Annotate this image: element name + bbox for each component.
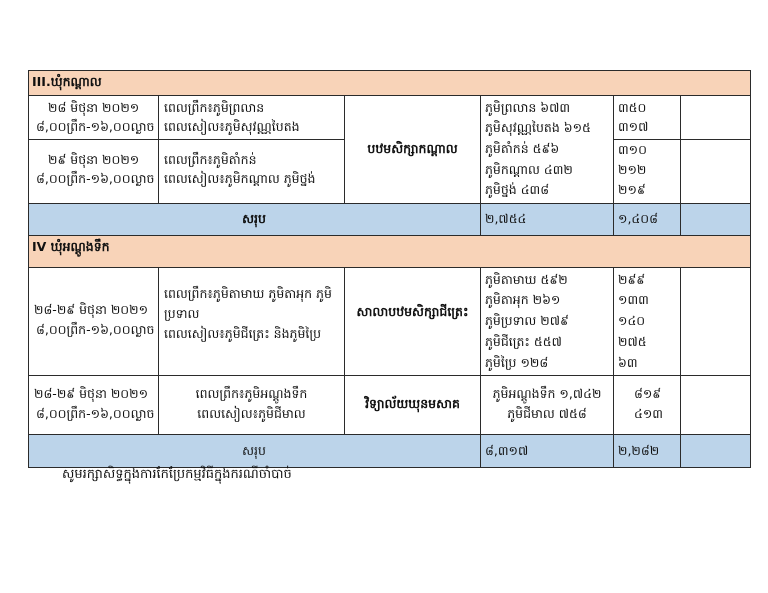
rule bbox=[480, 95, 481, 235]
section4-total-count: ២,២៨២ bbox=[618, 443, 660, 458]
section3-row2-count: ២១៩ bbox=[618, 182, 646, 197]
section3-row2-count: ៣១០ bbox=[618, 142, 647, 157]
rule bbox=[28, 70, 751, 71]
section4-row1-population-item: ភូមិជីត្រេះ ៥៥៧ bbox=[485, 334, 562, 349]
rule bbox=[28, 95, 751, 96]
section3-total-label: សរុប bbox=[242, 211, 266, 226]
section3-population-item: ភូមិតាំកន់ ៥៩៦ bbox=[485, 141, 560, 156]
section3-population-item: ភូមិកណ្តាល ៤៣២ bbox=[485, 162, 573, 177]
section4-total-label: សរុប bbox=[242, 443, 266, 458]
rule bbox=[28, 267, 751, 268]
section4-row1-count: ៦៣ bbox=[618, 355, 638, 370]
section3-population-item: ភូមិសុវណ្ណបៃតង ៦១៥ bbox=[485, 120, 591, 135]
section4-row1-time: ៨,០០ព្រឹក-១៦,០០ល្ងាច bbox=[36, 322, 155, 337]
rule bbox=[680, 95, 681, 235]
section3-title: III.ឃុំកណ្តាល bbox=[32, 74, 102, 89]
section4-title: IV ឃុំអណ្តូងទឹក bbox=[32, 239, 110, 254]
rule bbox=[28, 375, 751, 376]
rule bbox=[28, 235, 751, 236]
section4-row2-villages-morning: ពេលព្រឹក៖ភូមិអណ្តូងទឹក bbox=[195, 386, 308, 401]
section4-row2-date: ២៨-២៩ មិថុនា ២០២១ bbox=[34, 386, 149, 401]
section3-row1-time: ៨,០០ព្រឹក-១៦,០០ល្ងាច bbox=[36, 119, 155, 134]
section3-row1-date: ២៨ មិថុនា ២០២១ bbox=[48, 100, 140, 115]
section4-row2-villages-afternoon: ពេលសៀល៖ភូមិជីមាល bbox=[197, 406, 306, 421]
section4-row2-population-item: ភូមិជីមាល ៧៥៨ bbox=[507, 406, 587, 421]
rule bbox=[750, 70, 751, 468]
section4-row1-population-item: ភូមិប្រៃ ១២៨ bbox=[485, 355, 549, 370]
section4-row1-population-item: ភូមិតាមាឃ ៥៩២ bbox=[485, 272, 568, 287]
rule bbox=[28, 70, 29, 468]
section4-total-population: ៨,៣១៧ bbox=[485, 443, 529, 458]
section3-population-item: ភូមិព្រលាន ៦៧៣ bbox=[485, 100, 571, 115]
rule bbox=[28, 434, 751, 435]
section3-row2-date: ២៩ មិថុនា ២០២១ bbox=[48, 152, 140, 167]
section4-row1-population-item: ភូមិប្រទាល ២៧៩ bbox=[485, 313, 569, 328]
section4-row1-count: ២៩៩ bbox=[618, 272, 646, 287]
section3-row1-count: ៣៥០ bbox=[618, 100, 647, 115]
vaccination-schedule-table bbox=[28, 70, 751, 468]
rule bbox=[613, 95, 614, 235]
rule bbox=[28, 139, 344, 140]
section3-row1-villages-afternoon: ពេលសៀល៖ភូមិសុវណ្ណបៃតង bbox=[164, 119, 300, 134]
section4-row2-location: វិទ្យាល័យឃុនមសាគ bbox=[365, 396, 460, 411]
section3-location: បឋមសិក្សាកណ្តាល bbox=[367, 141, 458, 156]
section4-row1-villages-afternoon: ពេលសៀល៖ភូមិជីត្រេះ និងភូមិប្រៃ bbox=[164, 326, 322, 341]
section3-row2-villages-morning: ពេលព្រឹក៖ភូមិតាំកន់ bbox=[164, 152, 257, 167]
section4-header-band bbox=[28, 235, 751, 267]
rule bbox=[680, 267, 681, 468]
section4-row1-location: សាលាបឋមសិក្សាជីត្រេះ bbox=[356, 304, 469, 319]
footer-note: សូមរក្សាសិទ្ធក្នុងការកែប្រែកម្មវិធីក្នុងករណីចាំបាច់ bbox=[62, 467, 292, 482]
section3-row2-count: ២១២ bbox=[618, 162, 647, 177]
section3-population-item: ភូមិថ្នង់ ៤៣៨ bbox=[485, 182, 550, 197]
section4-row1-population-item: ភូមិតាអុក ២៦១ bbox=[485, 292, 561, 307]
section3-row2-time: ៨,០០ព្រឹក-១៦,០០ល្ងាច bbox=[36, 171, 155, 186]
section3-header-band bbox=[28, 70, 751, 95]
section4-row2-time: ៨,០០ព្រឹក-១៦,០០ល្ងាច bbox=[36, 406, 155, 421]
rule bbox=[158, 95, 159, 203]
section3-total-count: ១,៤០៨ bbox=[618, 211, 658, 226]
rule bbox=[613, 267, 614, 468]
section3-row1-villages-morning: ពេលព្រឹក៖ភូមិព្រលាន bbox=[164, 100, 265, 115]
section4-row1-villages-morning: ពេលព្រឹក៖ភូមិតាមាឃ ភូមិតាអុក ភូមិ bbox=[164, 286, 332, 301]
section3-row1-count: ៣១៧ bbox=[618, 119, 649, 134]
section4-row1-count: ១៤០ bbox=[618, 313, 646, 328]
section4-row1-count: ២៧៥ bbox=[618, 334, 647, 349]
section3-total-population: ២,៧៥៤ bbox=[485, 211, 527, 226]
rule bbox=[480, 267, 481, 468]
section4-row2-population-item: ភូមិអណ្តូងទឹក ១,៧៤២ bbox=[492, 386, 602, 401]
section4-row2-count: ៤១៣ bbox=[634, 406, 663, 421]
section4-row1-count: ១៣៣ bbox=[618, 292, 649, 307]
section3-row2-villages-afternoon: ពេលសៀល៖ភូមិកណ្តាល ភូមិថ្នង់ bbox=[164, 171, 316, 186]
rule bbox=[28, 203, 751, 204]
section4-row1-villages-morning-cont: ប្រទាល bbox=[164, 306, 200, 321]
section4-row1-date: ២៨-២៩ មិថុនា ២០២១ bbox=[34, 302, 149, 317]
section4-row2-count: ៨១៩ bbox=[634, 386, 662, 401]
